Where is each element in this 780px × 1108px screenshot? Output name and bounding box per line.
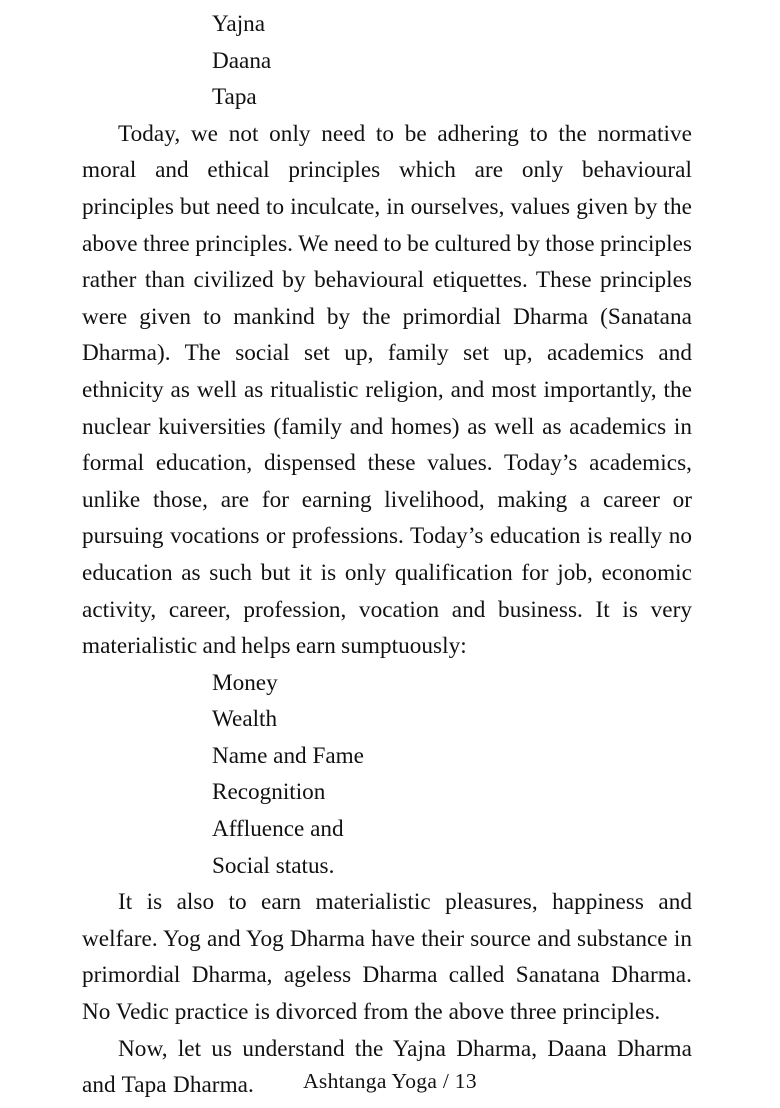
- list-item: Yajna: [212, 11, 266, 37]
- paragraph-today: Today, we not only need to be adhering to the normative moral and ethical principles which are only behavioural principles but need to inculcate, in ourselves, values given by the above three principles. We need to be cultured by those principles rather than civilized by behavioural etiquettes. These principles were given to mankind by the primordial Dharma (Sanatana Dharma). The social set up, family set up, academics and ethnicity as well as ritualistic religion, and most importantly, the nuclear kuiversities (family and homes) as well as academics in formal education, dispensed these values. Today’s academics, unlike those, are for earning livelihood, making a career or pursuing vocations or professions. Today’s education is really no education as such but it is only qualification for job, economic activity, career, profession, vocation and business. It is very materialistic and helps earn sumptuously:: [82, 120, 692, 660]
- page-content: [82, 6, 692, 1104]
- paragraph-now-let-us: Now, let us understand the Yajna Dharma, Daana Dharma and Tapa Dharma.: [82, 1035, 692, 1099]
- materialistic-benefits-list: [82, 665, 692, 885]
- paragraph-it-is-also: It is also to earn materialistic pleasures, happiness and welfare. Yog and Yog Dharma have their source and substance in primordial Dharma, ageless Dharma called Sanatana Dharma. No Vedic practice is divorced from the above three principles.: [82, 889, 692, 1026]
- page-footer: Ashtanga Yoga / 13: [303, 1069, 477, 1093]
- list-item: Daana: [212, 47, 272, 74]
- three-principles-list: [82, 6, 692, 116]
- list-item: Recognition: [212, 779, 326, 806]
- list-item: Tapa: [212, 84, 257, 111]
- list-item: Money: [212, 669, 278, 696]
- list-item: Affluence and: [212, 816, 344, 843]
- list-item: Name and Fame: [212, 742, 364, 769]
- list-item: Social status.: [212, 852, 335, 879]
- list-item: Wealth: [212, 706, 278, 733]
